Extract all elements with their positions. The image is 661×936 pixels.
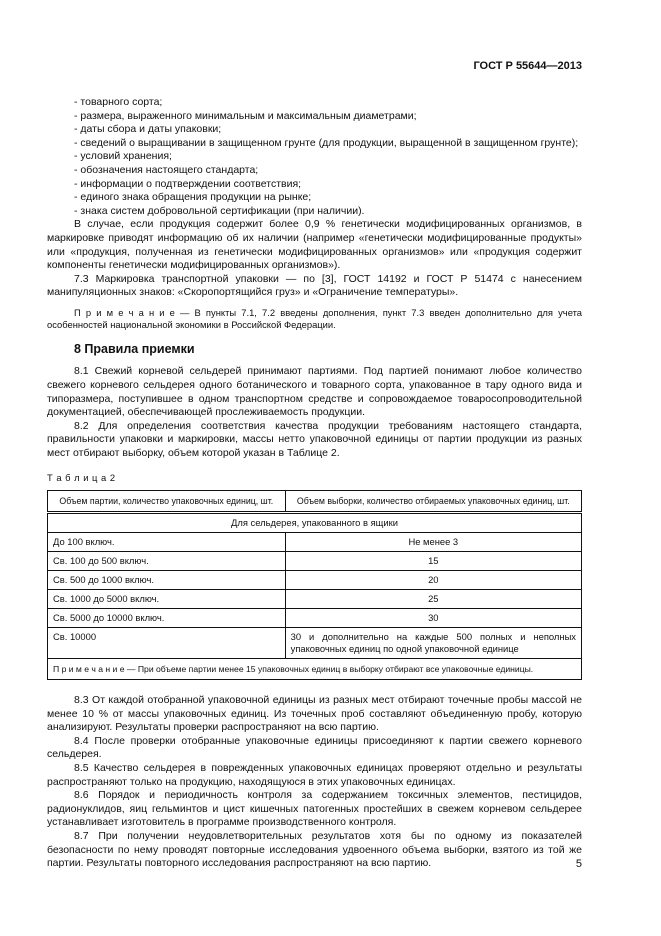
list-item: - обозначения настоящего стандарта; [74,163,259,176]
table-note [48,659,582,680]
list-item: - знака систем добровольной сертификации (при наличии). [74,204,365,217]
note-text: — В пункты 7.1, 7.2 введены дополнения, пункт 7.3 введен дополнительно для учета особенностей национальной экономики в Российской Федерации. [47,306,582,331]
gmo-paragraph: В случае, если продукция содержит более 0,9 % генетически модифицированных организмов, в маркировке приводят информацию об их наличии (например «генетически модифицированные продукты» или «продукция, полученная из генетически модифицированных организмов» или «продукция содержит компоненты генетически модифицированных организмов»). [47,218,582,272]
table-row [48,571,582,590]
table-cell-sample: 25 [285,590,581,609]
table-header-row [48,491,582,513]
table-cell-lot: Св. 5000 до 10000 включ. [48,609,286,628]
section-title: 8 Правила приемки [74,341,195,356]
table-group-row [48,513,582,533]
table-row [48,590,582,609]
table-cell-lot: До 100 включ. [48,533,286,552]
table-caption: Т а б л и ц а 2 [47,472,116,484]
clause-8-3: 8.3 От каждой отобранной упаковочной единицы из разных мест отбирают точечные пробы массой не менее 10 % от массы упаковочных единиц. Из точечных проб составляют объединенную пробу, которую анализируют. Результаты проверки распространяют на всю партию. [47,694,582,734]
clause-8-4: 8.4 После проверки отобранные упаковочные единицы присоединяют к партии свежего корневого сельдерея. [47,734,582,761]
table-row [48,533,582,552]
table-cell-sample: 30 [285,609,581,628]
note [47,307,582,332]
list-item: - условий хранения; [74,150,172,163]
list-item: - даты сбора и даты упаковки; [74,123,222,136]
table-cell-sample: Не менее 3 [285,533,581,552]
table-cell-sample: 15 [285,552,581,571]
list-item: - размера, выраженного минимальным и максимальным диаметрами; [74,109,417,122]
table-group-label: Для сельдерея, упакованного в ящики [48,513,582,533]
table-cell-lot: Св. 10000 [48,628,286,659]
page-number: 5 [575,858,582,870]
table-row [48,609,582,628]
table-cell-lot: Св. 1000 до 5000 включ. [48,590,286,609]
table-cell-lot: Св. 500 до 1000 включ. [48,571,286,590]
clause-8-2: 8.2 Для определения соответствия качества продукции требованиям настоящего стандарта, правильности упаковки и маркировки, массы нетто упаковочной единицы от партии продукции из разных мест отбирают выборку, объем которой указан в Таблице 2. [47,419,582,459]
list-item: - единого знака обращения продукции на рынке; [74,191,312,204]
clause-8-7: 8.7 При получении неудовлетворительных результатов хотя бы по одному из показателей безопасности по нему проводят повторные исследования удвоенного объема выборки, взятого из той же партии. Результаты повторного исследования распространяют на всю партию. [47,830,582,870]
clause-7-3: 7.3 Маркировка транспортной упаковки — по [3], ГОСТ 14192 и ГОСТ Р 51474 с нанесением манипуляционных знаков: «Скоропортящийся груз» и «Ограничение температуры». [47,272,582,299]
clause-8-6: 8.6 Порядок и периодичность контроля за содержанием токсичных элементов, пестицидов, радионуклидов, яиц гельминтов и цист кишечных патогенных простейших в свежем корневом сельдерее устанавливает изготовитель в программе производственного контроля. [47,789,582,829]
clause-8-1: 8.1 Свежий корневой сельдерей принимают партиями. Под партией понимают любое количество свежего корневого сельдерея одного ботанического и товарного сорта, упакованное в тару одного вида и типоразмера, поступившее в одном транспортном средстве и сопровождаемое товаросопроводительной документацией, обеспечивающей прослеживаемость продукции. [47,365,582,419]
sample-size-table [47,490,582,680]
table-row [48,552,582,571]
document-body [47,96,582,871]
document-header: ГОСТ Р 55644—2013 [473,60,582,72]
table-cell-sample: 30 и дополнительно на каждые 500 полных и неполных упаковочных единиц по одной упаковочной единице [285,628,581,659]
list-item: - информации о подтверждении соответствия; [74,177,302,190]
note-label: П р и м е ч а н и е [74,306,175,318]
clause-8-5: 8.5 Качество сельдерея в поврежденных упаковочных единицах проверяют отдельно и результаты распространяют только на продукцию, находящуюся в этих упаковочных единицах. [47,762,582,788]
table-note-row [48,659,582,680]
table-note-label: П р и м е ч а н и е [53,664,125,675]
list-item: - товарного сорта; [74,96,163,108]
table-row [48,628,582,659]
column-header: Объем выборки, количество отбираемых упаковочных единиц, шт. [285,491,581,513]
table-note-text: — При объеме партии менее 15 упаковочных единиц в выборку отбирают все упаковочные единицы. [124,664,534,675]
table-cell-sample: 20 [285,571,581,590]
column-header: Объем партии, количество упаковочных единиц, шт. [48,491,286,513]
table-cell-lot: Св. 100 до 500 включ. [48,552,286,571]
clauses-after-table [47,694,582,871]
list-item: - сведений о выращивании в защищенном грунте (для продукции, выращенной в защищенном грунте); [74,136,579,149]
